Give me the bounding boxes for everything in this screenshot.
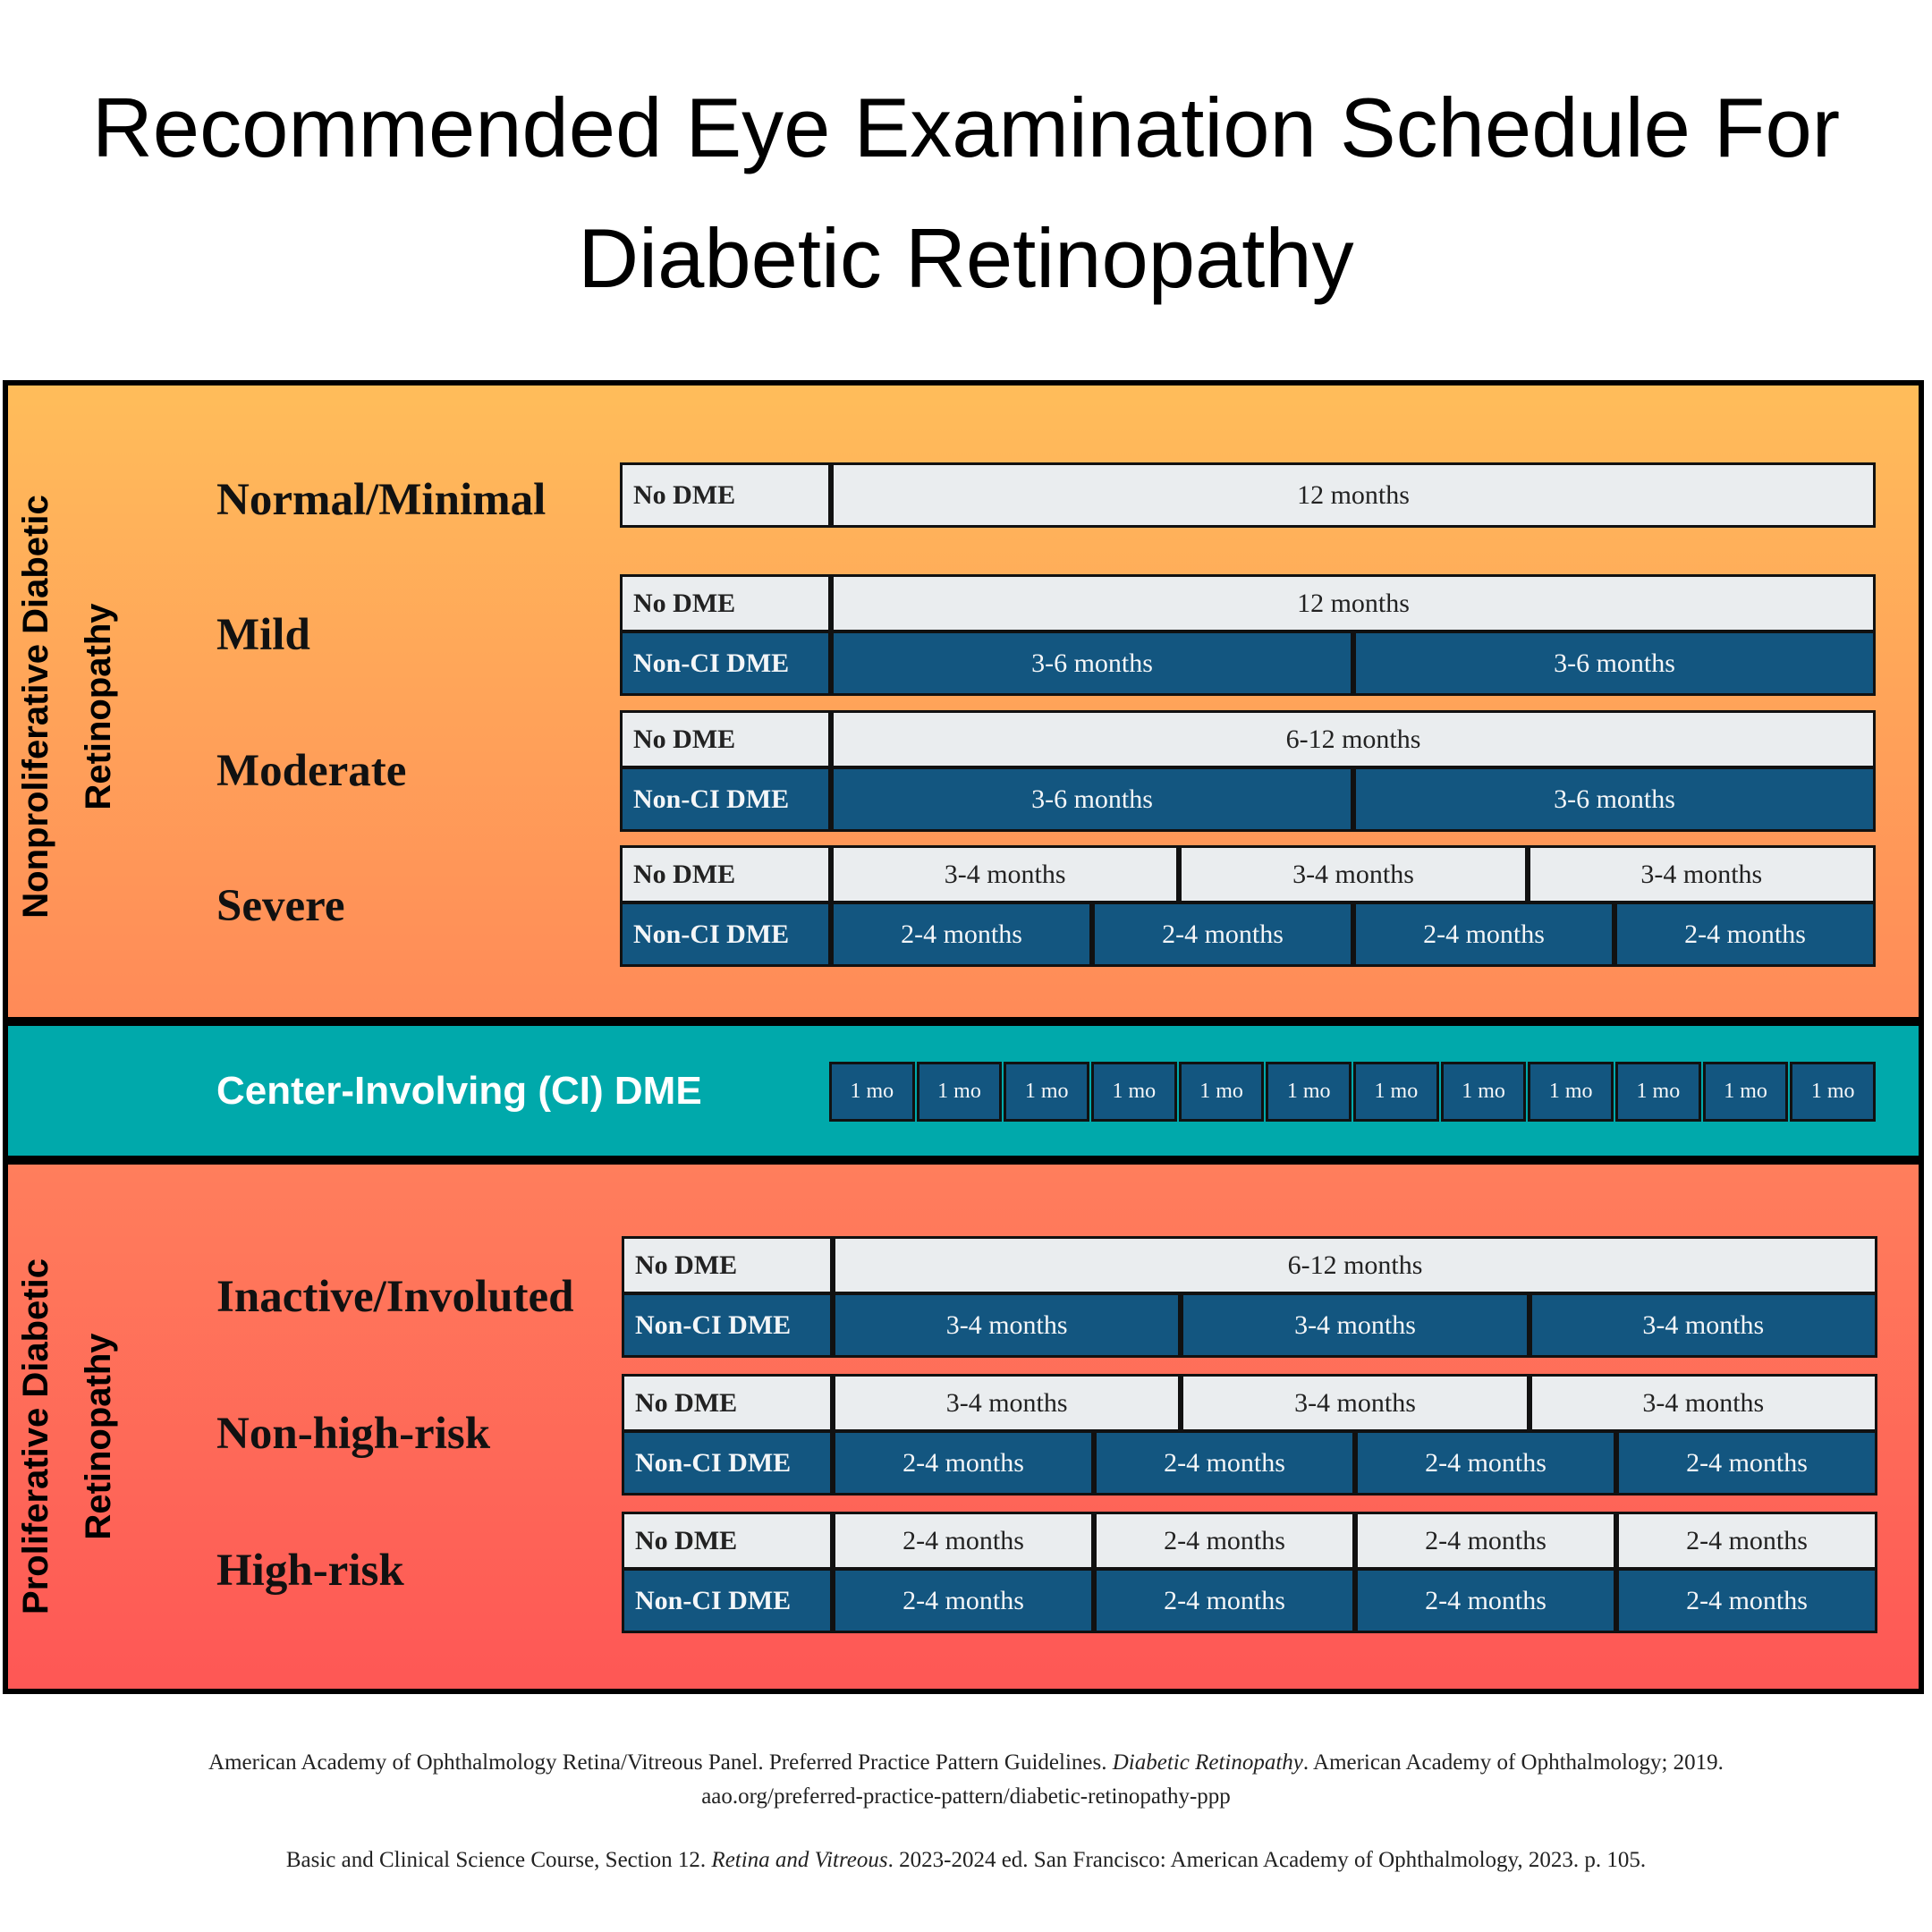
reference-2-title: Retina and Vitreous [711, 1848, 888, 1872]
pdr-label-line-2: Retinopathy [79, 1333, 118, 1540]
interval-cell: 3-4 months [1181, 1374, 1529, 1432]
dme-status-label: No DME [620, 845, 831, 903]
stage-label: Severe [216, 881, 345, 931]
reference-1-url: aao.org/preferred-practice-pattern/diabetic-retinopathy-ppp [701, 1784, 1231, 1809]
npdr-label-line-1: Nonproliferative Diabetic [16, 495, 55, 919]
monthly-visit-cell: 1 mo [1004, 1062, 1089, 1122]
interval-cell: 2-4 months [831, 902, 1092, 967]
schedule-row [622, 1374, 1877, 1432]
npdr-label-line-2: Retinopathy [79, 603, 118, 810]
reference-1-title: Diabetic Retinopathy [1112, 1750, 1303, 1775]
interval-cell: 2-4 months [1092, 902, 1353, 967]
dme-status-label: Non-CI DME [622, 1430, 833, 1496]
dme-status-label: No DME [620, 574, 831, 632]
stage-label: High-risk [216, 1546, 404, 1596]
schedule-row [622, 1236, 1877, 1294]
reference-1-text: American Academy of Ophthalmology Retina/Vitreous Panel. Preferred Practice Pattern Guidelines. [208, 1750, 1113, 1775]
reference-1 [0, 1746, 1932, 1814]
monthly-visit-cell: 1 mo [1615, 1062, 1701, 1122]
reference-2-text-end: . 2023-2024 ed. San Francisco: American Academy of Ophthalmology, 2023. p. 105. [887, 1848, 1647, 1872]
interval-cell: 6-12 months [831, 710, 1876, 768]
stage-label: Normal/Minimal [216, 475, 547, 525]
interval-cell: 3-4 months [1530, 1292, 1877, 1358]
interval-cell: 2-4 months [1616, 1568, 1877, 1633]
interval-cell: 2-4 months [1616, 1430, 1877, 1496]
dme-status-label: Non-CI DME [620, 767, 831, 832]
dme-status-label: No DME [622, 1512, 833, 1570]
dme-status-label: Non-CI DME [620, 631, 831, 696]
schedule-row [620, 574, 1876, 632]
schedule-row [620, 845, 1876, 903]
schedule-row [622, 1430, 1877, 1496]
interval-cell: 6-12 months [833, 1236, 1877, 1294]
stage-label: Non-high-risk [216, 1409, 491, 1459]
dme-status-label: No DME [622, 1374, 833, 1432]
monthly-visit-cell: 1 mo [1441, 1062, 1527, 1122]
stage-label: Mild [216, 610, 310, 660]
dme-status-label: Non-CI DME [620, 902, 831, 967]
monthly-visit-cell: 1 mo [1266, 1062, 1352, 1122]
reference-1-text-end: . American Academy of Ophthalmology; 2019. [1302, 1750, 1724, 1775]
interval-cell: 12 months [831, 462, 1876, 528]
interval-cell: 3-4 months [833, 1292, 1181, 1358]
interval-cell: 3-4 months [1528, 845, 1876, 903]
interval-cell: 12 months [831, 574, 1876, 632]
interval-cell: 2-4 months [1094, 1512, 1355, 1570]
monthly-visit-cell: 1 mo [1353, 1062, 1439, 1122]
reference-2 [0, 1843, 1932, 1877]
ci-dme-label: Center-Involving (CI) DME [216, 1068, 702, 1113]
monthly-visit-cell: 1 mo [1528, 1062, 1614, 1122]
dme-status-label: Non-CI DME [622, 1292, 833, 1358]
interval-cell: 2-4 months [833, 1512, 1094, 1570]
pdr-label-line-1: Proliferative Diabetic [16, 1258, 55, 1614]
reference-2-text: Basic and Clinical Science Course, Section 12. [285, 1848, 712, 1872]
monthly-visit-cell: 1 mo [1790, 1062, 1876, 1122]
schedule-row [620, 767, 1876, 832]
pdr-section-label [4, 1258, 130, 1614]
schedule-row [620, 902, 1876, 967]
interval-cell: 3-6 months [1353, 631, 1876, 696]
interval-cell: 3-4 months [1181, 1292, 1529, 1358]
ci-dme-section [3, 1021, 1924, 1161]
interval-cell: 2-4 months [1353, 902, 1614, 967]
title-line-1: Recommended Eye Examination Schedule For [91, 80, 1841, 174]
monthly-visit-cell: 1 mo [917, 1062, 1003, 1122]
interval-cell: 2-4 months [833, 1430, 1094, 1496]
schedule-row [622, 1512, 1877, 1570]
stage-label: Inactive/Involuted [216, 1272, 574, 1322]
schedule-row [622, 1292, 1877, 1358]
interval-cell: 3-6 months [831, 631, 1353, 696]
interval-cell: 2-4 months [1094, 1430, 1355, 1496]
monthly-visit-cell: 1 mo [1091, 1062, 1177, 1122]
interval-cell: 3-6 months [1353, 767, 1876, 832]
pdr-section [3, 1159, 1924, 1694]
dme-status-label: No DME [620, 710, 831, 768]
title-line-2: Diabetic Retinopathy [578, 211, 1354, 305]
npdr-section [3, 380, 1924, 1022]
ci-dme-schedule-row [829, 1062, 1876, 1122]
schedule-row [622, 1568, 1877, 1633]
npdr-section-label [4, 495, 130, 918]
interval-cell: 2-4 months [1616, 1512, 1877, 1570]
schedule-row [620, 462, 1876, 528]
schedule-row [620, 631, 1876, 696]
schedule-row [620, 710, 1876, 768]
stage-label: Moderate [216, 746, 407, 796]
interval-cell: 2-4 months [833, 1568, 1094, 1633]
interval-cell: 3-4 months [831, 845, 1179, 903]
interval-cell: 3-4 months [1179, 845, 1527, 903]
monthly-visit-cell: 1 mo [1179, 1062, 1265, 1122]
interval-cell: 3-4 months [833, 1374, 1181, 1432]
interval-cell: 2-4 months [1355, 1568, 1616, 1633]
dme-status-label: No DME [622, 1236, 833, 1294]
monthly-visit-cell: 1 mo [829, 1062, 915, 1122]
interval-cell: 2-4 months [1355, 1430, 1616, 1496]
interval-cell: 3-4 months [1530, 1374, 1877, 1432]
dme-status-label: No DME [620, 462, 831, 528]
dme-status-label: Non-CI DME [622, 1568, 833, 1633]
interval-cell: 2-4 months [1614, 902, 1876, 967]
interval-cell: 3-6 months [831, 767, 1353, 832]
interval-cell: 2-4 months [1094, 1568, 1355, 1633]
interval-cell: 2-4 months [1355, 1512, 1616, 1570]
page-title [0, 63, 1932, 324]
monthly-visit-cell: 1 mo [1703, 1062, 1789, 1122]
